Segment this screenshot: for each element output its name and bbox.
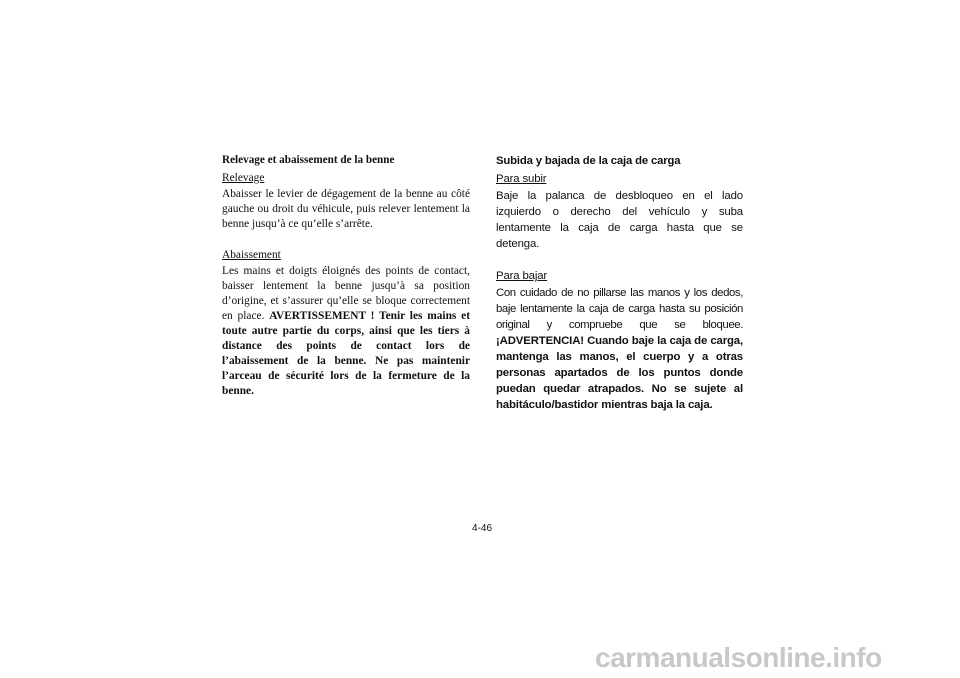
- spanish-warning-text: ¡ADVERTENCIA! Cuando baje la caja de carga, mantenga las manos, el cuerpo y a otras personas apartados de los puntos donde puedan quedar atrapados. No se sujete al habitáculo/bastidor mientras baja la caja.: [496, 335, 743, 411]
- spanish-raising-subheading: Para subir: [496, 173, 547, 185]
- french-column: [222, 153, 470, 399]
- spanish-lowering-paragraph: [496, 285, 743, 413]
- spanish-section-heading: Subida y bajada de la caja de carga: [496, 155, 681, 167]
- spanish-lowering-subheading: Para bajar: [496, 270, 548, 282]
- french-lowering-paragraph: [222, 264, 470, 399]
- spanish-raising-text: Baje la palanca de desbloqueo en el lado izquierdo o derecho del vehículo y suba lentamente la caja de carga hasta que se detenga.: [496, 190, 743, 250]
- french-raising-subheading: Relevage: [222, 172, 265, 184]
- spanish-lowering-text: Con cuidado de no pillarse las manos y los dedos, baje lentamente la caja de carga hasta su posición original y compruebe que se bloquee.: [496, 287, 743, 331]
- spanish-column: [496, 153, 743, 413]
- french-section-heading: Relevage et abaissement de la benne: [222, 154, 395, 166]
- page-number: 4-46: [472, 523, 493, 534]
- french-raising-text: Abaisser le levier de dégagement de la benne au côté gauche ou droit du véhicule, puis relever lentement la benne jusqu’à ce qu’elle s’arrête.: [222, 188, 470, 230]
- french-lowering-text: Les mains et doigts éloignés des points de contact, baisser lentement la benne jusqu’à sa position d’origine, et s’assurer qu’elle se bloque correctement en place.: [222, 265, 470, 322]
- french-warning-text: AVERTISSEMENT ! Tenir les mains et toute autre partie du corps, ainsi que les tiers à distance des points de contact lors de l’abaissement de la benne. Ne pas maintenir l’arceau de sécurité lors de la fermeture de la benne.: [222, 310, 470, 397]
- french-lowering-subheading: Abaissement: [222, 249, 281, 261]
- watermark: carmanualsonline.info: [595, 642, 882, 673]
